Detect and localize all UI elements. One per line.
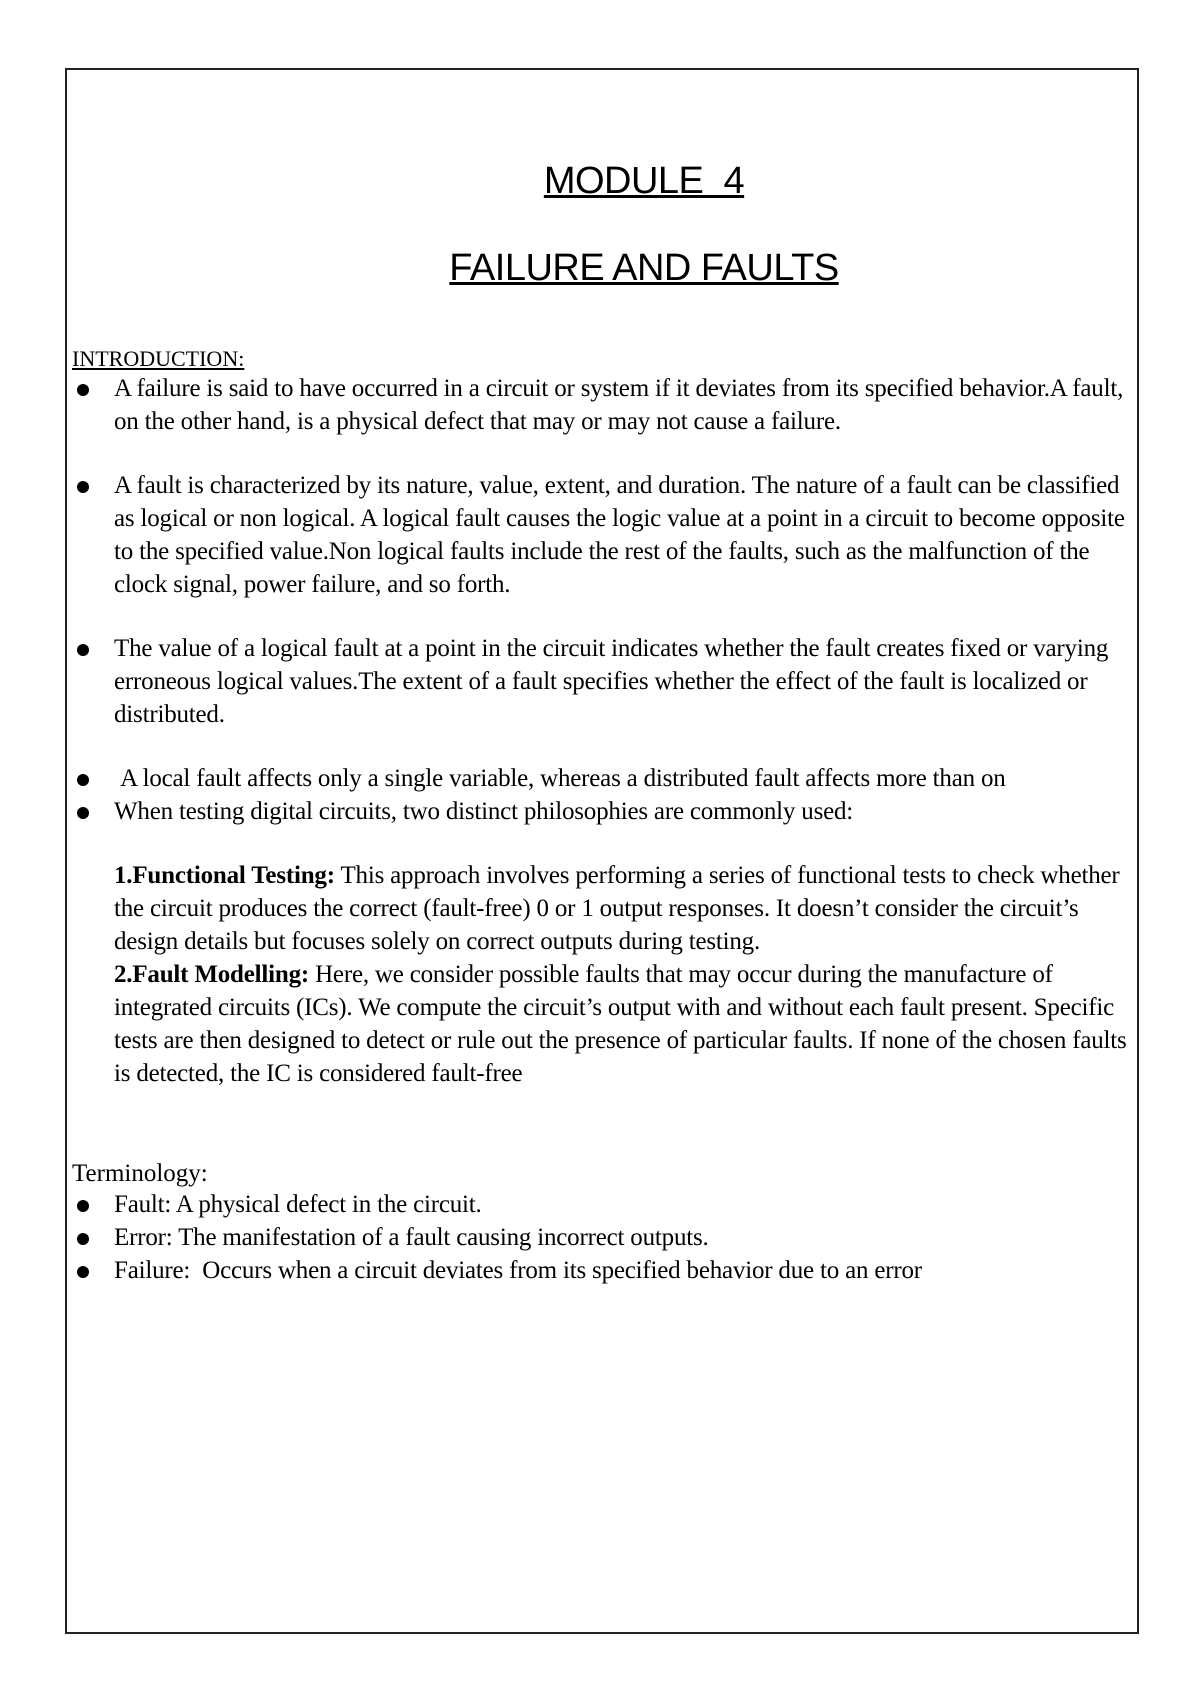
- bullet-icon: [77, 644, 89, 656]
- list-item-text: Fault: A physical defect in the circuit.: [114, 1191, 482, 1218]
- list-item-text: Failure: Occurs when a circuit deviates from its specified behavior due to an error: [114, 1257, 922, 1284]
- terminology-heading: Terminology:: [72, 1160, 208, 1187]
- terminology-list: [72, 1188, 1132, 1287]
- functional-testing-text: This approach involves performing a series of functional tests to check whether the circuit produces the correct (fault-free) 0 or 1 output responses. It doesn’t consider the circuit’s design details but focuses solely on correct outputs during testing.: [114, 862, 1120, 955]
- introduction-list: [72, 372, 1132, 828]
- list-item-text: A failure is said to have occurred in a circuit or system if it deviates from its specified behavior.A fault, on the other hand, is a physical defect that may or may not cause a failure.: [114, 375, 1124, 435]
- list-item: [72, 795, 1132, 828]
- document-body: [72, 160, 1132, 1287]
- list-item: [72, 469, 1132, 601]
- bullet-icon: [77, 1200, 89, 1212]
- bullet-icon: [77, 774, 89, 786]
- module-title: MODULE 4: [543, 160, 745, 202]
- list-item: [72, 1254, 1132, 1287]
- fault-modelling-text: Here, we consider possible faults that may occur during the manufacture of integrated circuits (ICs). We compute the circuit’s output with and without each fault present. Specific tests are then designed to detect or rule out the presence of particular faults. If none of the chosen faults is detected, the IC is considered fault-free: [114, 961, 1127, 1087]
- bullet-icon: [77, 1233, 89, 1245]
- bullet-icon: [77, 384, 89, 396]
- list-item: [72, 632, 1132, 731]
- fault-modelling-heading: 2.Fault Modelling:: [114, 961, 310, 988]
- functional-testing-paragraph: [114, 859, 1132, 958]
- list-item: [72, 762, 1132, 795]
- list-item-text: Error: The manifestation of a fault causing incorrect outputs.: [114, 1224, 709, 1251]
- list-item-text: A local fault affects only a single variable, whereas a distributed fault affects more than on: [114, 765, 1006, 792]
- fault-modelling-paragraph: [114, 958, 1132, 1090]
- list-item-text: When testing digital circuits, two distinct philosophies are commonly used:: [114, 798, 854, 825]
- functional-testing-heading: 1.Functional Testing:: [114, 862, 335, 889]
- bullet-icon: [77, 481, 89, 493]
- subject-title: FAILURE AND FAULTS: [449, 247, 839, 289]
- list-item: [72, 1221, 1132, 1254]
- list-item: [72, 1188, 1132, 1221]
- testing-approaches: [72, 859, 1132, 1090]
- bullet-icon: [77, 1266, 89, 1278]
- introduction-heading: INTRODUCTION:: [72, 346, 245, 371]
- list-item-text: A fault is characterized by its nature, value, extent, and duration. The nature of a fault can be classified as logical or non logical. A logical fault causes the logic value at a point in a circuit to become opposite to the specified value.Non logical faults include the rest of the faults, such as the malfunction of the clock signal, power failure, and so forth.: [114, 472, 1125, 598]
- list-item: [72, 372, 1132, 438]
- bullet-icon: [77, 807, 89, 819]
- list-item-text: The value of a logical fault at a point in the circuit indicates whether the fault creates fixed or varying erroneous logical values.The extent of a fault specifies whether the effect of the fault is localized or distributed.: [114, 635, 1109, 728]
